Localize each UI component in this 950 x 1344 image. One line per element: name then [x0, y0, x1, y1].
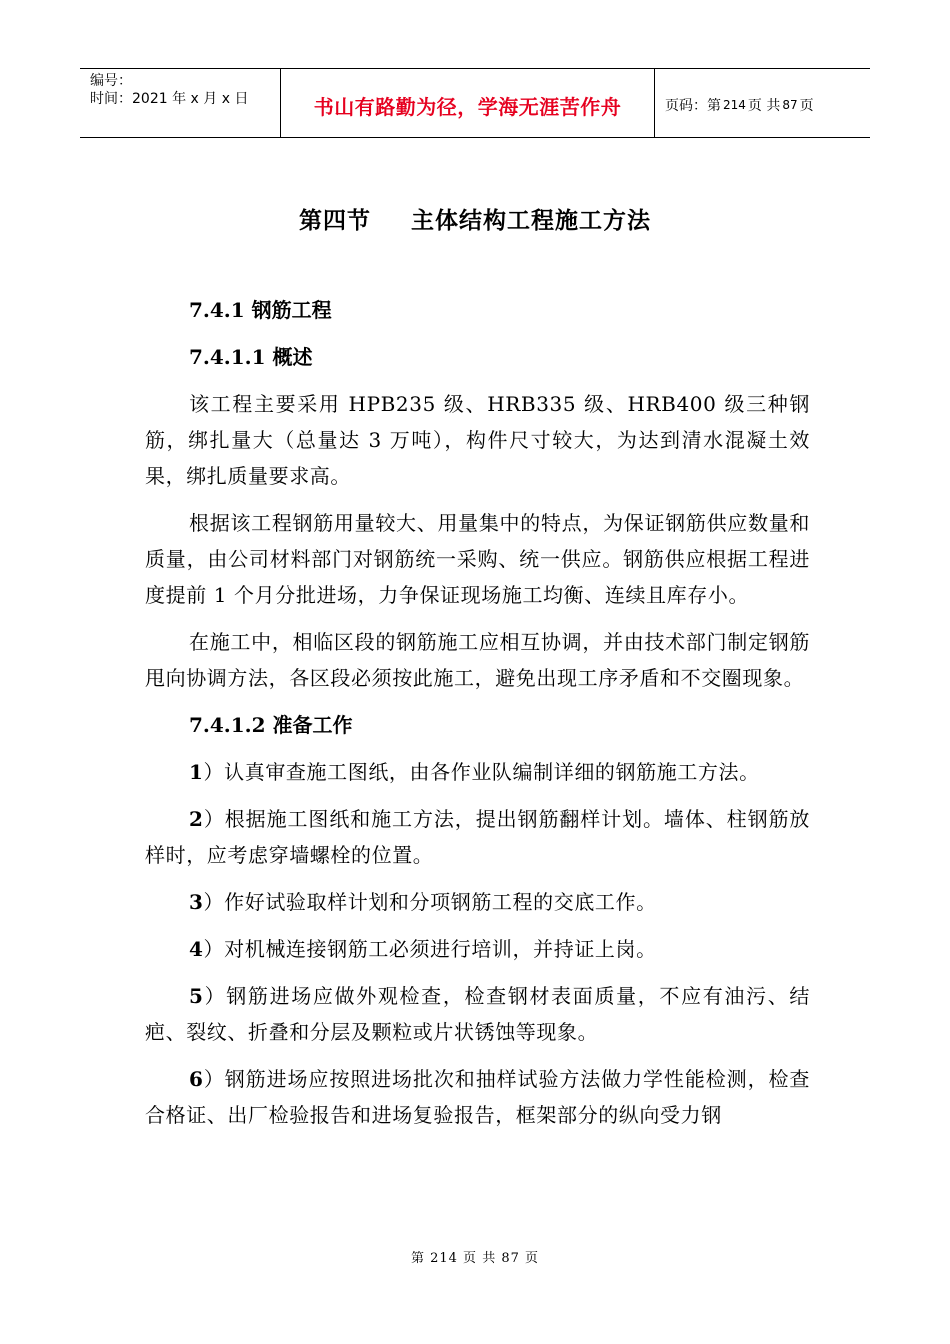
item-text: ）钢筋进场应做外观检查，检查钢材表面质量，不应有油污、结疤、裂纹、折叠和分层及颗粒或片状锈蚀等现象。: [145, 984, 810, 1044]
heading-7-4-1-2: 7.4.1.2 准备工作: [189, 713, 353, 737]
item-number: 3: [189, 890, 204, 914]
paragraph-overview-2: 根据该工程钢筋用量较大、用量集中的特点，为保证钢筋供应数量和质量，由公司材料部门对钢筋统一采购、统一供应。钢筋供应根据工程进度提前 1 个月分批进场，力争保证现场施工均衡、连续且库存小。: [145, 511, 810, 607]
item-text: ）根据施工图纸和施工方法，提出钢筋翻样计划。墙体、柱钢筋放样时，应考虑穿墙螺栓的位置。: [145, 807, 810, 867]
item-number: 2: [189, 807, 204, 831]
date-label: 时间：2021 年 x 月 x 日: [90, 91, 249, 107]
item-text: ）认真审查施工图纸，由各作业队编制详细的钢筋施工方法。: [203, 760, 760, 784]
list-item: [145, 884, 810, 920]
item-number: 6: [189, 1067, 204, 1091]
list-item: [145, 931, 810, 967]
code-label: 编号：: [90, 73, 132, 89]
item-number: 1: [189, 760, 204, 784]
item-number: 5: [189, 984, 204, 1008]
page-suffix: 页: [799, 98, 814, 114]
list-item: [145, 1061, 810, 1133]
page-number: 214: [723, 98, 746, 112]
page-total: 87: [782, 98, 798, 112]
header-motto: 书山有路勤为径，学海无涯苦作舟: [281, 69, 655, 137]
list-item: [145, 801, 810, 873]
heading-7-4-1: 7.4.1 钢筋工程: [189, 298, 332, 322]
page-footer: 第 214 页 共 87 页: [410, 1251, 540, 1266]
item-text: ）对机械连接钢筋工必须进行培训，并持证上岗。: [203, 937, 657, 961]
page-mid: 页 共: [747, 98, 781, 114]
paragraph-overview-3: 在施工中，相临区段的钢筋施工应相互协调，并由技术部门制定钢筋甩向协调方法，各区段必须按此施工，避免出现工序矛盾和不交圈现象。: [145, 630, 810, 690]
section-title: [0, 202, 950, 235]
page-header: [80, 68, 870, 138]
document-body: [145, 292, 810, 1144]
item-text: ）钢筋进场应按照进场批次和抽样试验方法做力学性能检测，检查合格证、出厂检验报告和进场复验报告，框架部分的纵向受力钢: [145, 1067, 810, 1127]
list-item: [145, 754, 810, 790]
paragraph-overview-1: 该工程主要采用 HPB235 级、HRB335 级、HRB400 级三种钢筋，绑扎量大（总量达 3 万吨），构件尺寸较大，为达到清水混凝土效果，绑扎质量要求高。: [145, 392, 810, 488]
item-text: ）作好试验取样计划和分项钢筋工程的交底工作。: [203, 890, 657, 914]
heading-7-4-1-1: 7.4.1.1 概述: [189, 345, 313, 369]
header-meta: [80, 69, 281, 137]
section-name: 主体结构工程施工方法: [411, 207, 651, 234]
page-prefix: 页码：第: [665, 98, 721, 114]
item-number: 4: [189, 937, 204, 961]
section-number: 第四节: [299, 207, 371, 234]
header-page-info: [655, 69, 870, 137]
list-item: [145, 978, 810, 1050]
